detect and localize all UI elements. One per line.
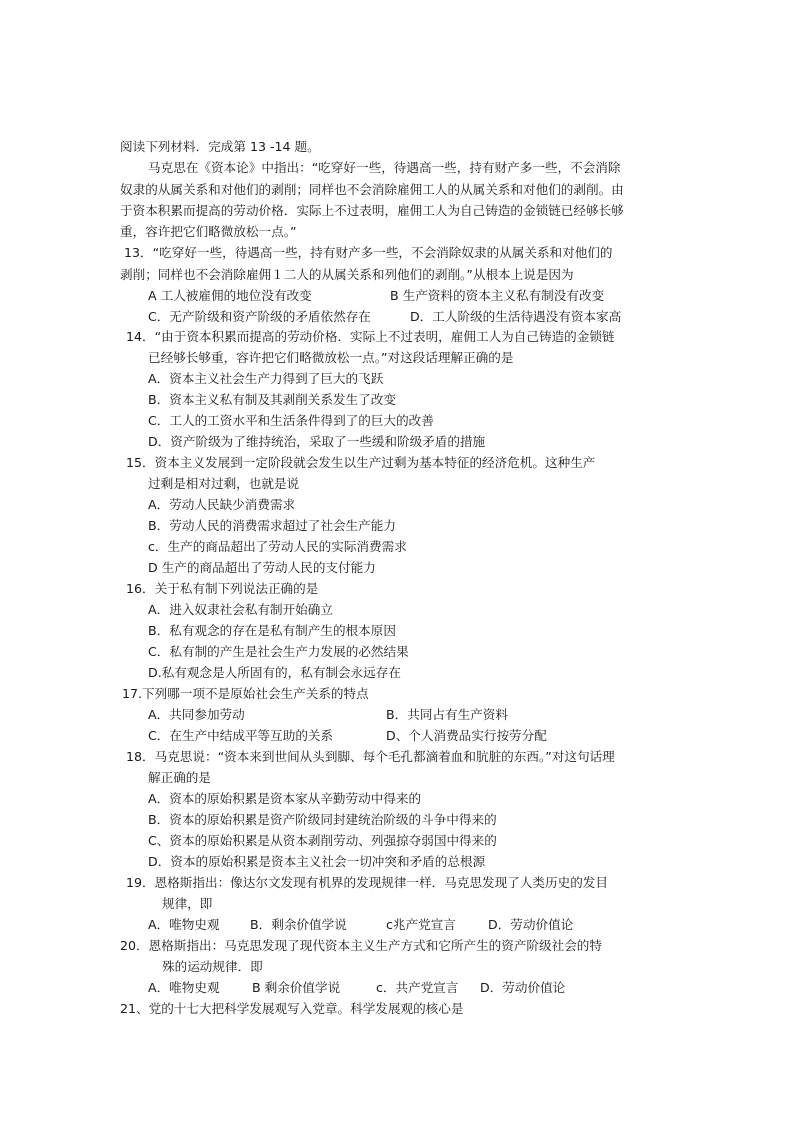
passage-line: 于资本积累而提高的劳动价格．实际上不过表明，雇佣工人为自己铸造的金锁链已经够长够 xyxy=(120,203,624,218)
question-stem: 14．“由于资本积累而提高的劳动价格．实际上不过表明，雇佣工人为自己铸造的金锁链 xyxy=(126,329,615,344)
option-d: D．劳动价值论 xyxy=(480,980,566,995)
question-stem: 剥削；同样也不会消除雇佣１二人的从属关系和列他们的剥削。”从根本上说是因为 xyxy=(120,267,574,282)
option-d: D.私有观念是人所固有的，私有制会永远存在 xyxy=(148,665,401,680)
question-stem: 已经够长够重，容许把它们略微放松一点。”对这段话理解正确的是 xyxy=(148,350,514,365)
passage-line: 奴隶的从属关系和对他们的剥削；同样也不会消除雇佣工人的从属关系和对他们的剥削。由 xyxy=(120,182,624,197)
question-stem: 16．关于私有制下列说法正确的是 xyxy=(126,581,319,596)
question-stem: 20．恩格斯指出：马克思发现了现代资本主义生产方式和它所产生的资产阶级社会的特 xyxy=(120,938,602,953)
question-stem: 13．“吃穿好一些，待遇高一些，持有财产多一些，不会消除奴隶的从属关系和对他们的 xyxy=(124,245,613,260)
option-a: A 工人被雇佣的地位没有改变 xyxy=(148,288,312,303)
question-stem: 17.下列哪一项不是原始社会生产关系的特点 xyxy=(122,686,369,701)
option-a: A．进入奴隶社会私有制开始确立 xyxy=(148,602,333,617)
option-b: B．资本的原始积累是资产阶级同封建统治阶级的斗争中得来的 xyxy=(148,812,497,827)
option-d: D．资产阶级为了维持统治，采取了一些缓和阶级矛盾的措施 xyxy=(148,434,486,449)
option-b: B．私有观念的存在是私有制产生的根本原因 xyxy=(148,623,396,638)
option-a: A．资本的原始积累是资本家从辛勤劳动中得来的 xyxy=(148,791,422,806)
option-a: A．共同参加劳动 xyxy=(148,707,245,722)
passage-line: 重，容许把它们略微放松一点。” xyxy=(120,224,297,239)
option-c: C．工人的工资水平和生活条件得到了的巨大的改善 xyxy=(148,413,434,428)
option-a: A．资本主义社会生产力得到了巨大的飞跃 xyxy=(148,371,384,386)
option-a: A．劳动人民缺少消费需求 xyxy=(148,497,296,512)
option-d: D．劳动价值论 xyxy=(488,917,574,932)
question-stem: 规律，即 xyxy=(162,896,213,911)
option-c: C．无产阶级和资产阶级的矛盾依然存在 xyxy=(148,309,371,324)
question-stem: 15．资本主义发展到一定阶段就会发生以生产过剩为基本特征的经济危机。这种生产 xyxy=(126,455,596,470)
option-c: C．在生产中结成平等互助的关系 xyxy=(148,728,334,743)
option-b: B．剩余价值学说 xyxy=(250,917,347,932)
passage-line: 马克思在《资本论》中指出：“吃穿好一些，待遇高一些，持有财产多一些，不会消除 xyxy=(148,160,621,175)
question-stem: 解正确的是 xyxy=(148,770,211,785)
option-b: B．劳动人民的消费需求超过了社会生产能力 xyxy=(148,518,396,533)
question-stem: 殊的运动规律．即 xyxy=(162,959,263,974)
option-c: C．私有制的产生是社会生产力发展的必然结果 xyxy=(148,644,409,659)
option-d: D．资本的原始积累是资本主义社会一切冲突和矛盾的总根源 xyxy=(148,854,486,869)
option-b: B 生产资料的资本主义私有制没有改变 xyxy=(390,288,605,303)
option-a: A．唯物史观 xyxy=(148,917,220,932)
option-c: c．共产党宣言 xyxy=(376,980,459,995)
question-stem: 18．马克思说：“资本来到世间从头到脚、每个毛孔都滴着血和肮脏的东西。”对这句话理 xyxy=(126,749,615,764)
option-b: B．资本主义私有制及其剥削关系发生了改变 xyxy=(148,392,396,407)
option-d: D 生产的商品超出了劳动人民的支付能力 xyxy=(148,560,376,575)
reading-instruction: 阅读下列材料．完成第 13 -14 题。 xyxy=(120,139,320,154)
question-stem: 21、党的十七大把科学发展观写入党章。科学发展观的核心是 xyxy=(120,1001,464,1016)
option-a: A．唯物史观 xyxy=(148,980,220,995)
option-b: B．共同占有生产资料 xyxy=(386,707,508,722)
option-c: c．生产的商品超出了劳动人民的实际消费需求 xyxy=(148,539,407,554)
question-stem: 过剩是相对过剩，也就是说 xyxy=(148,476,300,491)
option-c: c兆产党宣言 xyxy=(386,917,456,932)
option-b: B 剩余价值学说 xyxy=(252,980,341,995)
option-d: D．工人阶级的生活待遇没有资本家高 xyxy=(410,309,622,324)
question-stem: 19．恩格斯指出：像达尔文发现有机界的发现规律一样．马克思发现了人类历史的发目 xyxy=(126,875,608,890)
option-c: C、资本的原始积累是从资本剥削劳动、列强掠夺弱国中得来的 xyxy=(148,833,497,848)
option-d: D、个人消费品实行按劳分配 xyxy=(386,728,547,743)
